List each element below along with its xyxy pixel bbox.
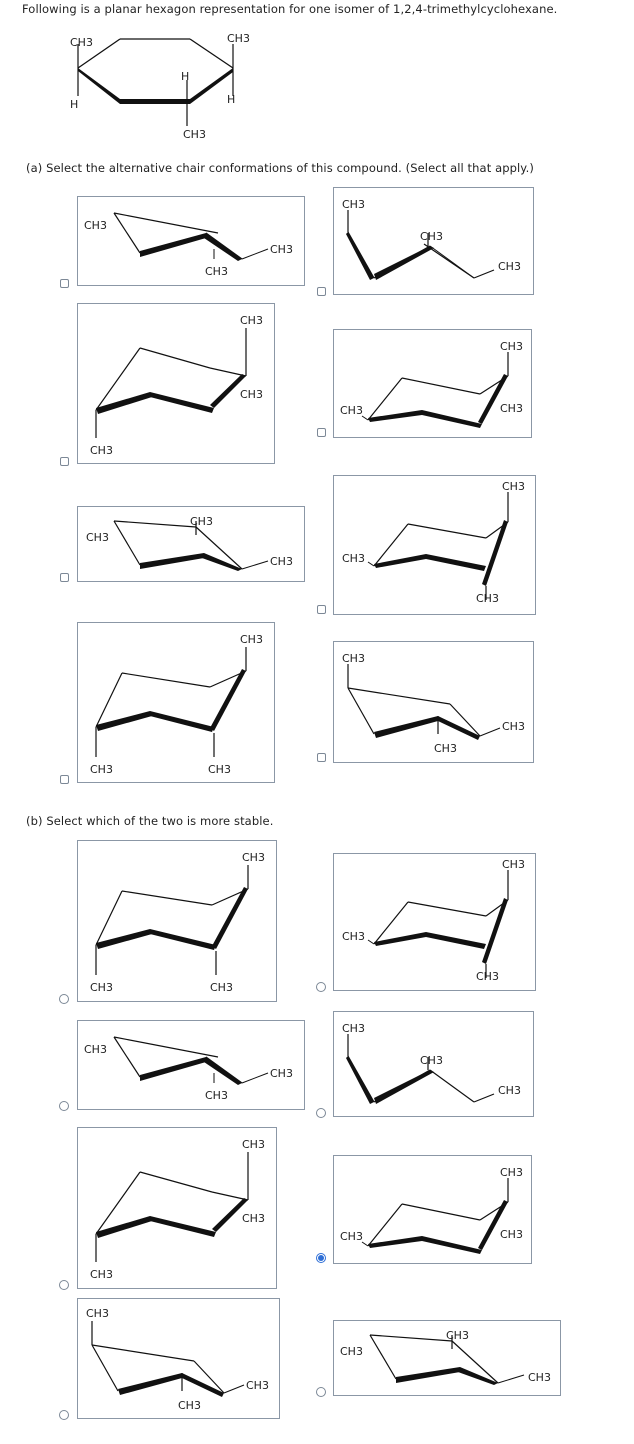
- h-label: H: [181, 70, 190, 83]
- ch3-label: CH3: [86, 531, 109, 544]
- checkbox-a6[interactable]: [317, 605, 326, 614]
- ch3-label: CH3: [90, 981, 113, 994]
- radio-b5[interactable]: [59, 1280, 69, 1290]
- ch3-label: CH3: [270, 243, 293, 256]
- ch3-label: CH3: [340, 1345, 363, 1358]
- checkbox-a4[interactable]: [317, 428, 326, 437]
- intro-text: Following is a planar hexagon representation for one isomer of 1,2,4-trimethylcyclohexane.: [22, 2, 558, 16]
- radio-b4[interactable]: [316, 1108, 326, 1118]
- chair-option-b2: [333, 853, 536, 991]
- ch3-label: CH3: [502, 480, 525, 493]
- chair-option-a8: [333, 641, 534, 763]
- ch3-label: CH3: [90, 444, 113, 457]
- ch3-label: CH3: [342, 930, 365, 943]
- ch3-label: CH3: [205, 1089, 228, 1102]
- ch3-label: CH3: [270, 555, 293, 568]
- ch3-label: CH3: [340, 404, 363, 417]
- ch3-label: CH3: [86, 1307, 109, 1320]
- chair-option-b1: [77, 840, 277, 1002]
- h-label: H: [70, 98, 79, 111]
- chair-option-a4: [333, 329, 532, 438]
- radio-b1[interactable]: [59, 994, 69, 1004]
- chair-option-b7: [77, 1298, 280, 1419]
- ch3-label: CH3: [498, 1084, 521, 1097]
- checkbox-a5[interactable]: [60, 573, 69, 582]
- radio-b7[interactable]: [316, 1253, 326, 1263]
- ch3-label: CH3: [178, 1399, 201, 1412]
- radio-b3[interactable]: [59, 1101, 69, 1111]
- ch3-label: CH3: [500, 340, 523, 353]
- ch3-label: CH3: [420, 1054, 443, 1067]
- ch3-label: CH3: [502, 720, 525, 733]
- chair-option-b5: [77, 1127, 277, 1289]
- ch3-label: CH3: [208, 763, 231, 776]
- chair-option-b6: [333, 1155, 532, 1264]
- ch3-label: CH3: [500, 1166, 523, 1179]
- chair-option-a3: [77, 303, 275, 464]
- ch3-label: CH3: [210, 981, 233, 994]
- ch3-label: CH3: [246, 1379, 269, 1392]
- ch3-label: CH3: [90, 1268, 113, 1281]
- checkbox-a2[interactable]: [317, 287, 326, 296]
- ch3-label: CH3: [84, 1043, 107, 1056]
- ch3-label: CH3: [476, 592, 499, 605]
- planar-hexagon: [0, 0, 634, 160]
- ch3-label: CH3: [240, 633, 263, 646]
- ch3-label: CH3: [205, 265, 228, 278]
- ch3-label: CH3: [342, 1022, 365, 1035]
- ch3-label: CH3: [500, 402, 523, 415]
- ch3-label: CH3: [227, 32, 250, 45]
- chair-option-a2: [333, 187, 534, 295]
- part-b-prompt: (b) Select which of the two is more stable.: [26, 814, 274, 828]
- h-label: H: [227, 93, 236, 106]
- checkbox-a7[interactable]: [60, 775, 69, 784]
- ch3-label: CH3: [502, 858, 525, 871]
- chair-option-a1: [77, 196, 305, 286]
- ch3-label: CH3: [242, 1212, 265, 1225]
- ch3-label: CH3: [90, 763, 113, 776]
- checkbox-a8[interactable]: [317, 753, 326, 762]
- chair-option-b8: [333, 1320, 561, 1396]
- radio-b6[interactable]: [59, 1410, 69, 1420]
- ch3-label: CH3: [242, 1138, 265, 1151]
- chair-option-a5: [77, 506, 305, 582]
- ch3-label: CH3: [498, 260, 521, 273]
- part-a-prompt: (a) Select the alternative chair conformations of this compound. (Select all that apply.): [26, 161, 534, 175]
- ch3-label: CH3: [420, 230, 443, 243]
- ch3-label: CH3: [270, 1067, 293, 1080]
- ch3-label: CH3: [190, 515, 213, 528]
- ch3-label: CH3: [84, 219, 107, 232]
- ch3-label: CH3: [242, 851, 265, 864]
- ch3-label: CH3: [342, 652, 365, 665]
- checkbox-a1[interactable]: [60, 279, 69, 288]
- radio-b2[interactable]: [316, 982, 326, 992]
- ch3-label: CH3: [240, 314, 263, 327]
- ch3-label: CH3: [70, 36, 93, 49]
- ch3-label: CH3: [528, 1371, 551, 1384]
- chair-option-b3: [77, 1020, 305, 1110]
- ch3-label: CH3: [342, 552, 365, 565]
- chair-option-b4: [333, 1011, 534, 1117]
- ch3-label: CH3: [340, 1230, 363, 1243]
- checkbox-a3[interactable]: [60, 457, 69, 466]
- ch3-label: CH3: [240, 388, 263, 401]
- chair-option-a6: [333, 475, 536, 615]
- chair-option-a7: [77, 622, 275, 783]
- ch3-label: CH3: [446, 1329, 469, 1342]
- radio-b8[interactable]: [316, 1387, 326, 1397]
- ch3-label: CH3: [434, 742, 457, 755]
- ch3-label: CH3: [342, 198, 365, 211]
- ch3-label: CH3: [500, 1228, 523, 1241]
- ch3-label: CH3: [183, 128, 206, 141]
- ch3-label: CH3: [476, 970, 499, 983]
